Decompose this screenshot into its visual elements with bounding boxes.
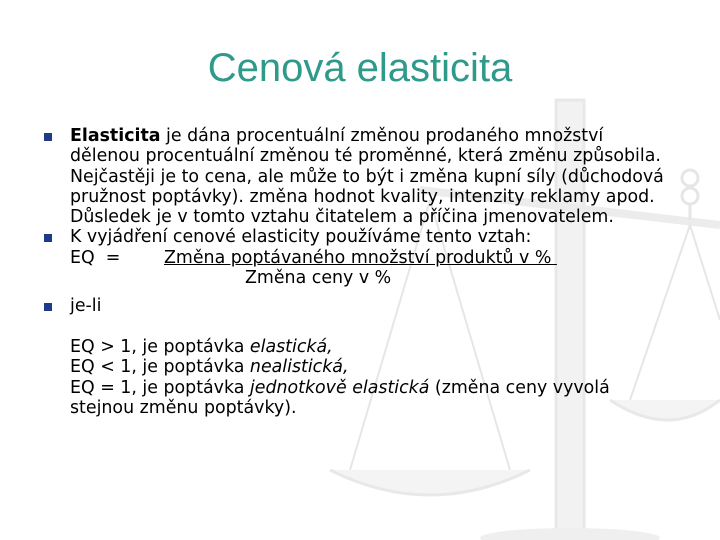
bullet-item-definition bbox=[40, 126, 680, 227]
conditions-intro: je-li bbox=[70, 296, 102, 317]
definition-text-1: je dána procentuální změnou prodaného množství bbox=[160, 126, 604, 146]
condition-3-suffix: (změna ceny vyvolá bbox=[429, 377, 610, 398]
formula-numerator: Změna poptávaného množství produktů v % bbox=[164, 247, 557, 268]
formula-intro: K vyjádření cenové elasticity používáme tento vztah: bbox=[70, 227, 532, 248]
bullet-square-icon bbox=[44, 234, 52, 242]
term-elasticita: Elasticita bbox=[70, 126, 161, 146]
condition-2-text: EQ < 1, je poptávka bbox=[70, 357, 250, 378]
definition-text-4: pružnost poptávky). změna hodnot kvality, intenzity reklamy apod. bbox=[70, 186, 655, 207]
condition-3-term: jednotkově elastická bbox=[249, 377, 430, 398]
slide-title: Cenová elasticita bbox=[207, 46, 513, 90]
formula-eq-label: EQ = bbox=[70, 247, 121, 268]
bullet-square-icon bbox=[44, 303, 52, 311]
condition-1-term: elastická, bbox=[249, 336, 333, 357]
condition-3-continuation: stejnou změnu poptávky). bbox=[70, 397, 297, 418]
condition-3-text: EQ = 1, je poptávka bbox=[70, 377, 250, 398]
definition-text-5: Důsledek je v tomto vztahu čitatelem a příčina jmenovatelem. bbox=[70, 207, 614, 228]
bullet-item-formula bbox=[40, 227, 680, 288]
bullet-item-conditions bbox=[40, 296, 680, 418]
bullet-list bbox=[40, 126, 680, 418]
formula-denominator: Změna ceny v % bbox=[245, 268, 392, 289]
condition-1-text: EQ > 1, je poptávka bbox=[70, 336, 250, 357]
condition-2-term: nealistická, bbox=[249, 357, 349, 378]
definition-text-2: dělenou procentuální změnou té proměnné, která změnu způsobila. bbox=[70, 146, 661, 167]
bullet-square-icon bbox=[44, 133, 52, 141]
definition-text-3: Nejčastěji je to cena, ale může to být i změna kupní síly (důchodová bbox=[70, 166, 664, 187]
